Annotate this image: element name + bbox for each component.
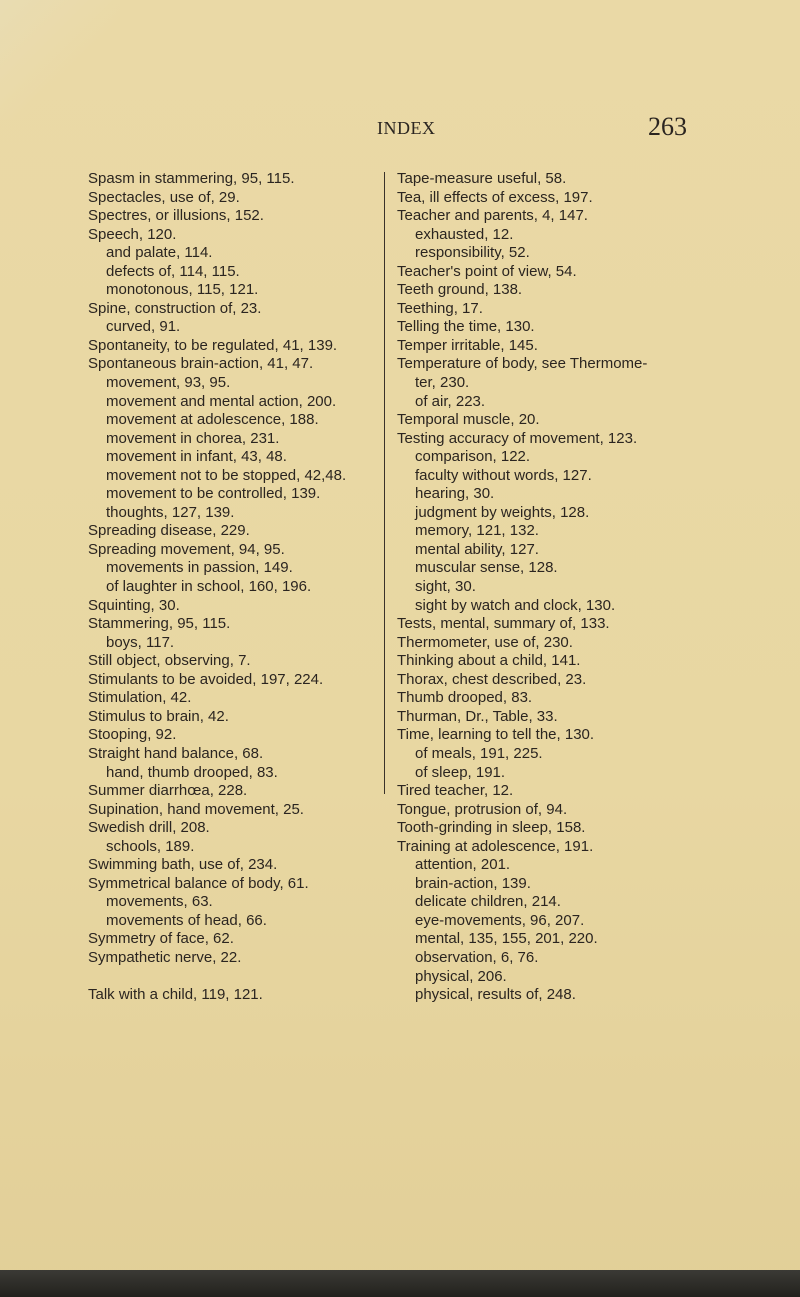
running-title: INDEX [377, 118, 436, 138]
index-entry: Temper irritable, 145. [397, 336, 538, 354]
index-entry: Sympathetic nerve, 22. [88, 948, 242, 966]
index-subentry: curved, 91. [106, 318, 181, 336]
index-entry: Teething, 17. [397, 299, 483, 317]
index-entry: Teacher and parents, 4, 147. [397, 207, 588, 225]
index-subentry: physical, results of, 248. [415, 986, 576, 1004]
page-fold-shading [0, 0, 120, 120]
index-subentry: and palate, 114. [106, 244, 213, 262]
index-subentry: movement not to be stopped, 42,48. [106, 466, 347, 484]
index-subentry: sight, 30. [415, 578, 476, 596]
index-entry: Stimulation, 42. [88, 689, 192, 707]
index-subentry: movements of head, 66. [106, 911, 267, 929]
index-subentry: of laughter in school, 160, 196. [106, 578, 312, 596]
index-entry: Thumb drooped, 83. [397, 689, 533, 707]
index-entry: Tests, mental, summary of, 133. [397, 615, 610, 633]
index-subentry: boys, 117. [106, 633, 175, 651]
index-subentry: eye-movements, 96, 207. [415, 911, 585, 929]
index-entry: Stimulants to be avoided, 197, 224. [88, 670, 324, 688]
index-entry: Tooth-grinding in sleep, 158. [397, 819, 586, 837]
index-entry-final: Talk with a child, 119, 121. [88, 986, 263, 1004]
index-entry: Supination, hand movement, 25. [88, 800, 304, 818]
index-subentry: schools, 189. [106, 837, 195, 855]
index-entry: Time, learning to tell the, 130. [397, 726, 595, 744]
index-entry: Squinting, 30. [88, 596, 180, 614]
index-entry: Spectacles, use of, 29. [88, 188, 240, 206]
index-entry: Speech, 120. [88, 225, 177, 243]
index-subentry: muscular sense, 128. [415, 559, 558, 577]
index-entry: Temporal muscle, 20. [397, 411, 540, 429]
index-subentry: movement and mental action, 200. [106, 392, 337, 410]
index-entry: Tape-measure useful, 58. [397, 170, 567, 187]
index-subentry: of air, 223. [415, 392, 486, 410]
index-subentry: movement in infant, 43, 48. [106, 448, 287, 466]
index-entry: Stooping, 92. [88, 726, 177, 744]
index-subentry: responsibility, 52. [415, 244, 530, 262]
index-entry: Teacher's point of view, 54. [397, 262, 577, 280]
index-entry: Temperature of body, see Thermome- [397, 355, 648, 373]
index-subentry: observation, 6, 76. [415, 948, 539, 966]
index-subentry: movement at adolescence, 188. [106, 411, 319, 429]
index-entry: Summer diarrhœa, 228. [88, 782, 248, 800]
index-subentry: movement to be controlled, 139. [106, 485, 321, 503]
index-subentry: ter, 230. [415, 374, 470, 392]
index-entry: Stammering, 95, 115. [88, 615, 231, 633]
index-subentry: comparison, 122. [415, 448, 531, 466]
index-entry: Symmetrical balance of body, 61. [88, 874, 309, 892]
index-entry: Thorax, chest described, 23. [397, 670, 587, 688]
index-subentry: delicate children, 214. [415, 893, 561, 911]
index-subentry: sight by watch and clock, 130. [415, 596, 616, 614]
index-entry: Training at adolescence, 191. [397, 837, 594, 855]
index-entry: Testing accuracy of movement, 123. [397, 429, 638, 447]
index-entry: Still object, observing, 7. [88, 652, 251, 670]
index-entry: Teeth ground, 138. [397, 281, 523, 299]
index-entry: Spreading disease, 229. [88, 522, 250, 540]
index-entry: Straight hand balance, 68. [88, 744, 264, 762]
index-subentry: mental, 135, 155, 201, 220. [415, 930, 598, 948]
page-number: 263 [648, 112, 687, 141]
index-subentry: physical, 206. [415, 967, 507, 985]
index-entry: Swedish drill, 208. [88, 819, 210, 837]
index-entry: Tongue, protrusion of, 94. [397, 800, 568, 818]
index-entry: Thurman, Dr., Table, 33. [397, 707, 558, 725]
index-subentry: of sleep, 191. [415, 763, 506, 781]
index-entry: Spine, construction of, 23. [88, 299, 262, 317]
index-entry: Spontaneous brain-action, 41, 47. [88, 355, 314, 373]
index-subentry: movements, 63. [106, 893, 213, 911]
index-subentry: thoughts, 127, 139. [106, 503, 235, 521]
index-entry: Spreading movement, 94, 95. [88, 540, 285, 558]
index-entry: Tired teacher, 12. [397, 782, 514, 800]
index-entry: Telling the time, 130. [397, 318, 535, 336]
index-entry: Thermometer, use of, 230. [397, 633, 573, 651]
index-subentry: memory, 121, 132. [415, 522, 539, 540]
running-head [0, 112, 800, 152]
index-entry: Spectres, or illusions, 152. [88, 207, 264, 225]
index-subentry: movement, 93, 95. [106, 374, 231, 392]
index-entry: Spontaneity, to be regulated, 41, 139. [88, 336, 338, 354]
index-subentry: attention, 201. [415, 856, 511, 874]
index-entry: Swimming bath, use of, 234. [88, 856, 278, 874]
index-entry: Thinking about a child, 141. [397, 652, 581, 670]
index-entry: Tea, ill effects of excess, 197. [397, 188, 593, 206]
index-subentry: hearing, 30. [415, 485, 495, 503]
index-subentry: brain-action, 139. [415, 874, 531, 892]
index-subentry: defects of, 114, 115. [106, 262, 240, 280]
index-entry: Symmetry of face, 62. [88, 930, 234, 948]
index-subentry: monotonous, 115, 121. [106, 281, 259, 299]
column-divider [384, 172, 385, 794]
index-subentry: of meals, 191, 225. [415, 744, 543, 762]
index-subentry: hand, thumb drooped, 83. [106, 763, 278, 781]
index-entry: Stimulus to brain, 42. [88, 707, 229, 725]
index-subentry: movement in chorea, 231. [106, 429, 280, 447]
index-subentry: movements in passion, 149. [106, 559, 293, 577]
index-subentry: exhausted, 12. [415, 225, 514, 243]
scan-bottom-edge [0, 1270, 800, 1297]
index-column-right [397, 170, 717, 1005]
index-subentry: judgment by weights, 128. [415, 503, 590, 521]
index-subentry: faculty without words, 127. [415, 466, 592, 484]
index-subentry: mental ability, 127. [415, 540, 539, 558]
index-column-left [88, 170, 388, 1005]
index-entry: Spasm in stammering, 95, 115. [88, 170, 295, 187]
